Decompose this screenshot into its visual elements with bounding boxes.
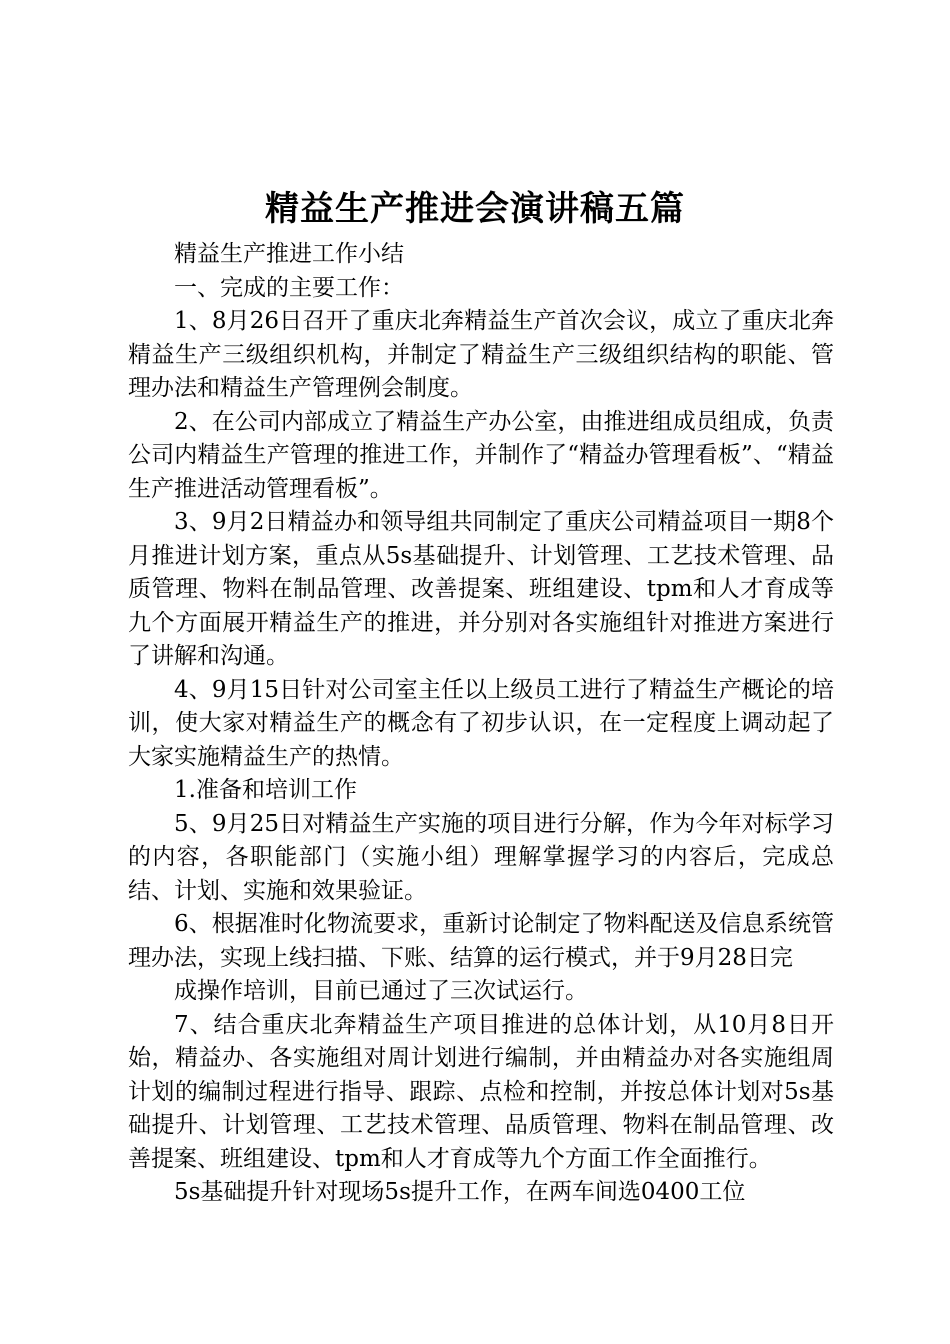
- paragraph-item-6: 6、根据准时化物流要求，重新讨论制定了物料配送及信息系统管理办法，实现上线扫描、下账、结算的运行模式，并于9月28日完: [128, 911, 834, 971]
- paragraph-item-4: 4、9月15日针对公司室主任以上级员工进行了精益生产概论的培训，使大家对精益生产的概念有了初步认识，在一定程度上调动起了大家实施精益生产的热情。: [128, 676, 834, 770]
- paragraph-item-7: 7、结合重庆北奔精益生产项目推进的总体计划，从10月8日开始，精益办、各实施组对周计划进行编制，并由精益办对各实施组周计划的编制过程进行指导、跟踪、点检和控制，并按总体计划对5s基础提升、计划管理、工艺技术管理、品质管理、物料在制品管理、改善提案、班组建设、tpm和人才育成等九个方面工作全面推行。: [128, 1011, 834, 1172]
- paragraph-item-6-continued: 成操作培训，目前已通过了三次试运行。: [174, 978, 588, 1004]
- paragraph-item-3: 3、9月2日精益办和领导组共同制定了重庆公司精益项目一期8个月推进计划方案，重点从5s基础提升、计划管理、工艺技术管理、品质管理、物料在制品管理、改善提案、班组建设、tpm和人才育成等九个方面展开精益生产的推进，并分别对各实施组针对推进方案进行了讲解和沟通。: [128, 509, 834, 669]
- document-body: [128, 238, 834, 1210]
- document-title: 精益生产推进会演讲稿五篇: [265, 189, 685, 229]
- paragraph-item-5: 5、9月25日对精益生产实施的项目进行分解，作为今年对标学习的内容，各职能部门（实施小组）理解掌握学习的内容后，完成总结、计划、实施和效果验证。: [128, 810, 834, 904]
- section-heading: 一、完成的主要工作：: [174, 274, 404, 301]
- sub-heading: 1.准备和培训工作: [174, 777, 357, 803]
- subtitle-paragraph: 精益生产推进工作小结: [174, 241, 404, 267]
- paragraph-item-1: 1、8月26日召开了重庆北奔精益生产首次会议，成立了重庆北奔精益生产三级组织机构，并制定了精益生产三级组织结构的职能、管理办法和精益生产管理例会制度。: [128, 308, 834, 401]
- paragraph-5s: 5s基础提升针对现场5s提升工作，在两车间选0400工位: [174, 1179, 746, 1205]
- paragraph-item-2: 2、在公司内部成立了精益生产办公室，由推进组成员组成，负责公司内精益生产管理的推进工作，并制作了“精益办管理看板”、“精益生产推进活动管理看板”。: [128, 408, 834, 502]
